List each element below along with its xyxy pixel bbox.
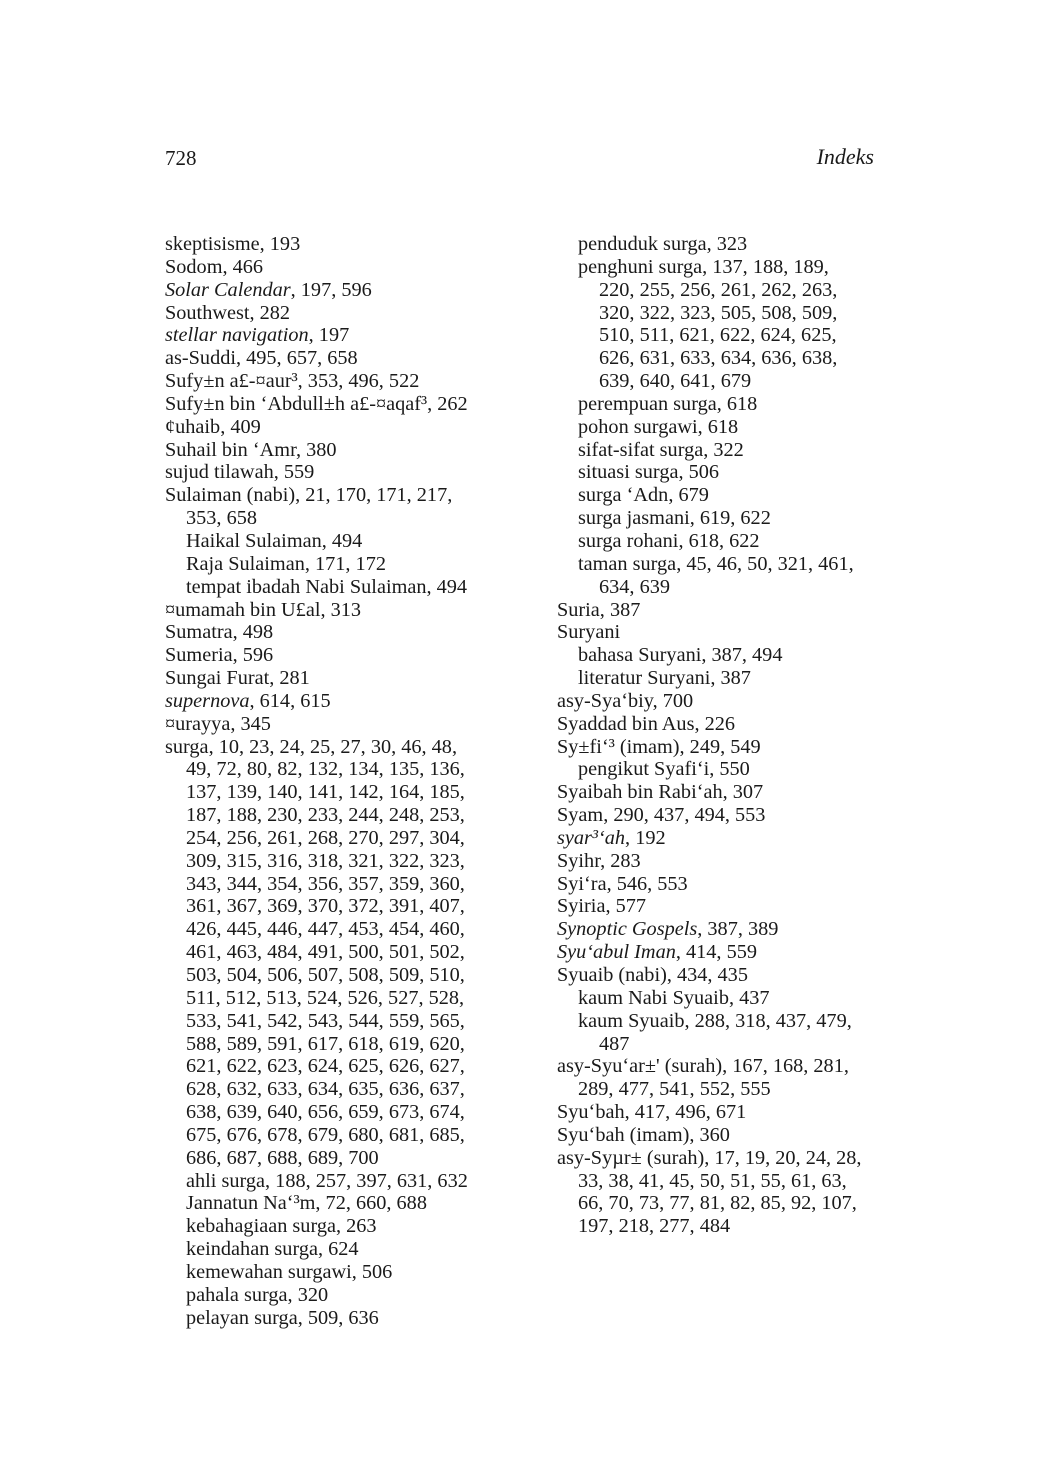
index-text: Sulaiman (nabi), 21, 170, 171, 217, [165,484,453,507]
index-text: 588, 589, 591, 617, 618, 619, 620, [186,1032,465,1055]
index-text: 510, 511, 621, 622, 624, 625, [599,324,837,347]
index-text: skeptisisme, 193 [165,233,301,255]
index-text: 343, 344, 354, 356, 357, 359, 360, [186,872,465,895]
index-text: 675, 676, 678, 679, 680, 681, 685, [186,1123,465,1146]
index-text: supernova [165,689,250,712]
index-subentry [165,553,515,576]
index-text: literatur Suryani, 387 [578,667,751,690]
index-subentry [165,1307,515,1330]
index-entry [165,736,515,759]
index-subentry [557,279,887,302]
index-text: pahala surga, 320 [186,1283,329,1306]
index-subentry [165,1192,515,1215]
index-text: Syu‘bah (imam), 360 [557,1123,730,1146]
index-text: Sufy±n a£-¤aur³, 353, 496, 522 [165,370,420,393]
index-entry [165,599,515,622]
index-subentry [557,667,887,690]
index-entry [165,439,515,462]
index-subentry [165,1147,515,1170]
index-entry [165,324,515,347]
index-entry [165,393,515,416]
index-text: ¤umamah bin U£al, 313 [165,598,362,621]
index-text: Suria, 387 [557,598,641,621]
index-text: asy-Sya‘biy, 700 [557,689,694,712]
index-text: 197, 218, 277, 484 [578,1215,731,1238]
index-subentry [165,1033,515,1056]
index-text: kemewahan surgawi, 506 [186,1260,393,1283]
index-subentry [165,918,515,941]
index-subentry [165,1284,515,1307]
index-text: perempuan surga, 618 [578,392,758,415]
index-text: , 192 [625,826,666,849]
index-subentry [165,1215,515,1238]
index-entry [557,1101,887,1124]
index-subentry [557,1192,887,1215]
index-subentry [557,758,887,781]
index-subentry [165,576,515,599]
index-text: , 197 [308,324,350,347]
index-text: tempat ibadah Nabi Sulaiman, 494 [186,575,468,598]
index-text: Suhail bin ‘Amr, 380 [165,438,337,461]
index-subentry [557,370,887,393]
index-entry [165,279,515,302]
index-text: Syu‘bah, 417, 496, 671 [557,1101,747,1124]
index-text: Syaibah bin Rabi‘ah, 307 [557,781,764,804]
index-subentry [165,987,515,1010]
running-title: Indeks [816,144,874,169]
index-subentry [557,256,887,279]
index-entry [165,484,515,507]
index-text: Syam, 290, 437, 494, 553 [557,804,766,827]
index-text: 426, 445, 446, 447, 453, 454, 460, [186,918,465,941]
index-text: 639, 640, 641, 679 [599,370,752,393]
index-text: surga jasmani, 619, 622 [578,507,771,530]
index-text: asy-Syµr± (surah), 17, 19, 20, 24, 28, [557,1146,862,1169]
index-subentry [165,873,515,896]
index-text: Suryani [557,621,621,644]
index-text: 638, 639, 640, 656, 659, 673, 674, [186,1101,465,1124]
index-text: 254, 256, 261, 268, 270, 297, 304, [186,826,465,849]
index-text: Sy±fi‘³ (imam), 249, 549 [557,735,761,758]
index-text: surga, 10, 23, 24, 25, 27, 30, 46, 48, [165,735,458,758]
index-text: sujud tilawah, 559 [165,461,315,484]
index-subentry [165,1124,515,1147]
index-text: Solar Calendar [165,278,291,301]
index-text: Syu‘abul Iman [557,941,676,964]
index-entry [165,416,515,439]
index-subentry [557,576,887,599]
index-text: 461, 463, 484, 491, 500, 501, 502, [186,941,465,964]
index-subentry [557,1170,887,1193]
index-text: penduduk surga, 323 [578,233,748,255]
index-entry [165,233,515,256]
index-text: 353, 658 [186,507,257,530]
index-text: taman surga, 45, 46, 50, 321, 461, [578,552,854,575]
index-entry [165,370,515,393]
index-text: 634, 639 [599,575,670,598]
index-subentry [165,895,515,918]
index-subentry [557,1215,887,1238]
index-text: surga rohani, 618, 622 [578,529,760,552]
index-text: 626, 631, 633, 634, 636, 638, [599,347,838,370]
index-text: 187, 188, 230, 233, 244, 248, 253, [186,804,465,827]
index-subentry [557,416,887,439]
index-column-left [165,233,515,1330]
index-text: 511, 512, 513, 524, 526, 527, 528, [186,986,465,1009]
index-text: , 197, 596 [290,278,372,301]
index-text: 628, 632, 633, 634, 635, 636, 637, [186,1078,465,1101]
index-entry [165,302,515,325]
index-subentry [165,530,515,553]
index-text: , 414, 559 [675,941,757,964]
index-text: 289, 477, 541, 552, 555 [578,1078,771,1101]
index-text: ahli surga, 188, 257, 397, 631, 632 [186,1169,468,1192]
index-text: asy-Syu‘ar±' (surah), 167, 168, 281, [557,1055,849,1078]
index-entry [557,621,887,644]
index-entry [165,713,515,736]
index-subentry [165,1078,515,1101]
index-text: Sufy±n bin ‘Abdull±h a£-¤aqaf³, 262 [165,392,468,415]
index-text: 686, 687, 688, 689, 700 [186,1146,379,1169]
index-text: Sumeria, 596 [165,644,274,667]
index-subentry [557,439,887,462]
index-subentry [557,461,887,484]
index-text: keindahan surga, 624 [186,1238,359,1261]
index-text: 361, 367, 369, 370, 372, 391, 407, [186,895,465,918]
index-subentry [557,530,887,553]
index-subentry [165,1101,515,1124]
index-subentry [165,758,515,781]
index-text: kaum Syuaib, 288, 318, 437, 479, [578,1009,852,1032]
index-subentry [557,553,887,576]
index-subentry [165,1261,515,1284]
index-text: syar³‘ah [557,826,626,849]
index-subentry [557,393,887,416]
index-entry [557,1055,887,1078]
index-text: 487 [599,1032,630,1055]
index-subentry [557,1010,887,1033]
index-text: pohon surgawi, 618 [578,415,739,438]
index-text: situasi surga, 506 [578,461,720,484]
index-text: 503, 504, 506, 507, 508, 509, 510, [186,964,465,986]
index-entry [165,690,515,713]
index-subentry [557,484,887,507]
index-text: 533, 541, 542, 543, 544, 559, 565, [186,1009,465,1032]
index-entry [165,256,515,279]
index-entry [165,644,515,667]
index-text: , 387, 389 [697,918,779,941]
index-subentry [557,347,887,370]
index-text: Haikal Sulaiman, 494 [186,529,363,552]
index-entry [557,918,887,941]
index-subentry [557,324,887,347]
index-subentry [557,1033,887,1056]
index-text: Syiria, 577 [557,895,647,918]
index-text: Sungai Furat, 281 [165,667,310,690]
index-text: Syaddad bin Aus, 226 [557,712,736,735]
index-text: 320, 322, 323, 505, 508, 509, [599,301,838,324]
index-entry [557,713,887,736]
index-text: Jannatun Na‘³m, 72, 660, 688 [186,1192,427,1215]
index-text: Synoptic Gospels [557,918,698,941]
index-text: bahasa Suryani, 387, 494 [578,644,783,667]
index-subentry [165,1238,515,1261]
index-subentry [165,781,515,804]
index-entry [557,804,887,827]
index-subentry [165,1010,515,1033]
index-text: stellar navigation [165,324,309,347]
index-entry [557,1124,887,1147]
index-entry [557,827,887,850]
index-subentry [557,644,887,667]
index-text: 66, 70, 73, 77, 81, 82, 85, 92, 107, [578,1192,857,1215]
index-entry [165,347,515,370]
index-text: surga ‘Adn, 679 [578,484,709,507]
index-text: Sodom, 466 [165,255,264,278]
index-entry [165,461,515,484]
index-subentry [165,850,515,873]
index-text: Sumatra, 498 [165,621,274,644]
index-entry [557,690,887,713]
index-subentry [165,827,515,850]
index-subentry [165,1055,515,1078]
index-text: 33, 38, 41, 45, 50, 51, 55, 61, 63, [578,1169,847,1192]
index-text: penghuni surga, 137, 188, 189, [578,255,829,278]
index-entry [557,781,887,804]
index-entry [557,736,887,759]
index-text: 49, 72, 80, 82, 132, 134, 135, 136, [186,758,465,781]
index-entry [557,873,887,896]
index-subentry [165,804,515,827]
index-entry [557,850,887,873]
index-entry [557,1147,887,1170]
index-text: kebahagiaan surga, 263 [186,1215,377,1238]
index-subentry [557,507,887,530]
index-entry [557,941,887,964]
index-entry [557,599,887,622]
index-entry [165,621,515,644]
index-text: Syihr, 283 [557,849,641,872]
index-subentry [165,964,515,987]
index-text: ¤urayya, 345 [165,712,271,735]
index-subentry [557,987,887,1010]
index-text: pelayan surga, 509, 636 [186,1306,379,1329]
index-text: Southwest, 282 [165,301,291,324]
index-subentry [165,507,515,530]
index-text: kaum Nabi Syuaib, 437 [578,986,770,1009]
index-text: Syi‘ra, 546, 553 [557,872,688,895]
index-text: , 614, 615 [249,689,331,712]
index-text: 137, 139, 140, 141, 142, 164, 185, [186,781,465,804]
index-entry [557,895,887,918]
index-subentry [165,941,515,964]
index-text: Raja Sulaiman, 171, 172 [186,552,386,575]
index-text: 309, 315, 316, 318, 321, 322, 323, [186,849,465,872]
index-text: 220, 255, 256, 261, 262, 263, [599,278,838,301]
index-text: sifat-sifat surga, 322 [578,438,744,461]
index-text: pengikut Syafi‘i, 550 [578,758,750,781]
index-text: as-Suddi, 495, 657, 658 [165,347,358,370]
index-entry [165,667,515,690]
index-text: Syuaib (nabi), 434, 435 [557,964,748,986]
index-text: 621, 622, 623, 624, 625, 626, 627, [186,1055,465,1078]
index-text: ¢uhaib, 409 [165,415,261,438]
index-column-right [557,233,887,1238]
index-subentry [557,233,887,256]
page-number: 728 [165,146,197,170]
index-subentry [557,302,887,325]
index-subentry [557,1078,887,1101]
index-entry [557,964,887,987]
index-subentry [165,1170,515,1193]
